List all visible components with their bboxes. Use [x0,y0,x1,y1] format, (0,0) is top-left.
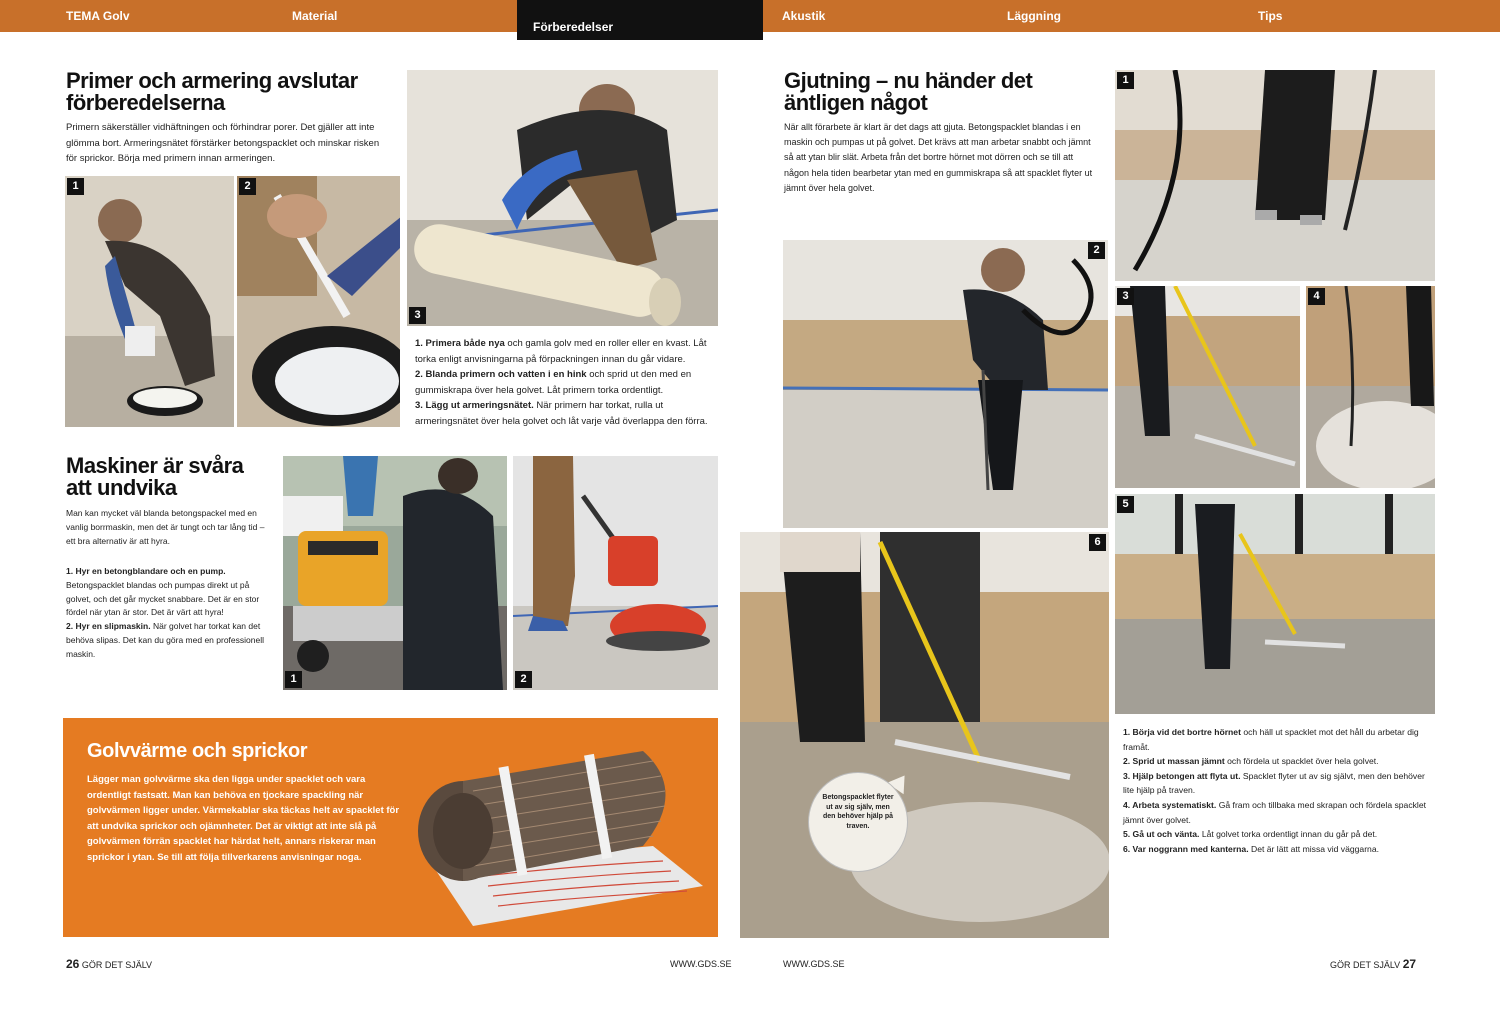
nav-item-tips[interactable]: Tips [1258,9,1283,23]
photo-squeegee-large [740,532,1109,938]
photo-badge: 5 [1117,496,1134,513]
photo-screed-flowing [1306,286,1435,488]
step-item: 6. Var noggrann med kanterna. Det är lätt att missa vid väggarna. [1123,843,1380,854]
speech-bubble: Betongspacklet flyter ut av sig själv, men den behöver hjälp på traven. [808,772,908,872]
photo-badge: 2 [1088,242,1105,259]
step-item: 2. Hyr en slipmaskin. När golvet har torkat kan det behöva slipas. Det kan du göra med en professionell maskin. [66,621,264,659]
nav-item-material[interactable]: Material [292,9,338,23]
section-title-gjutning: Gjutning – nu händer det äntligen något [784,68,1033,115]
photo-badge: 2 [239,178,256,195]
photo-man-hose [783,240,1108,528]
intro-primer: Primern säkerställer vidhäftningen och förhindrar porer. Det gjäller att inte glömma bort. Armeringsnätet förstärker betongspacklet och minskar risken för sprickor. Börja med primern innan armeringen. [66,122,380,164]
step-item: 3. Hjälp betongen att flyta ut. Spacklet flyter ut av sig självt, men den behöver lite hjälp på traven. [1123,770,1425,796]
step-item: 3. Lägg ut armeringsnätet. När primern har torkat, rulla ut armeringsnätet över hela golvet och låt varje våd överlappa den förra. [415,400,708,427]
photo-rolling-mesh [407,70,718,326]
box-title: Golvvärme och sprickor [87,740,308,762]
step-item: 2. Sprid ut massan jämnt och fördela ut spacklet över hela golvet. [1123,756,1379,767]
photo-screed-finishing [1115,494,1435,714]
photo-badge: 1 [285,671,302,688]
step-item: 5. Gå ut och vänta. Låt golvet torka ordentligt innan du går på det. [1123,829,1378,840]
photo-pump-hose [1115,70,1435,281]
photo-badge: 4 [1308,288,1325,305]
photo-floor-grinder [513,456,718,690]
step-item: 1. Börja vid det bortre hörnet och häll ut spacklet mot det håll du arbetar dig framåt. [1123,727,1419,752]
footer-left [66,958,152,971]
section-title-maskiner: Maskiner är svåra att undvika [66,453,244,500]
photo-badge: 1 [1117,72,1134,89]
box-text: Lägger man golvvärme ska den ligga under spacklet och vara ordentligt fastsatt. Man kan behöva en tjockare spackling när golvvärmen ligger under. Värmekablar ska täckas helt av spacklet för att undvika sprickor och ojämnheter. Det är viktigt att inte slå på golvvärmen förrän spacklet har härdat helt, annars riskerar man sprickor i ytan. Se till att följa tillverkarens anvisningar noga. [87,774,400,863]
photo-badge: 3 [1117,288,1134,305]
photo-badge: 2 [515,671,532,688]
footer-site-right: WWW.GDS.SE [783,959,845,969]
photo-badge: 3 [409,307,426,324]
section-title-primer: Primer och armering avslutar förberedelserna [66,68,358,115]
photo-badge: 6 [1089,534,1106,551]
step-item: 1. Primera både nya och gamla golv med en roller eller en kvast. Låt torka enligt anvisningarna på förpackningen innan du går vidare. [415,338,707,365]
photo-bucket-stirring [237,176,400,427]
footer-site-left: WWW.GDS.SE [670,959,732,969]
photo-badge: 1 [67,178,84,195]
step-item: 1. Hyr en betongblandare och en pump. Betongspacklet blandas och pumpas direkt ut på golvet, och det går mycket snabbare. Det är en stor fördel när ytan är stor. Det är värt att hyra! [66,566,260,618]
steps-gjutning [1123,725,1438,856]
photo-screed-spreading [1115,286,1300,488]
page-number: 27 [1402,957,1417,971]
photo-mixer-pump [283,456,507,690]
steps-maskiner [66,565,271,662]
sidebar-box-golvvarme [63,718,718,937]
section-nav-bar [0,0,1500,32]
step-item: 4. Arbeta systematiskt. Gå fram och tillbaka med skrapan och fördela spacklet jämnt över golvet. [1123,799,1427,825]
footer-right [1330,958,1416,971]
heating-mat-roll-image [413,736,713,926]
nav-item-akustik[interactable]: Akustik [782,9,826,23]
steps-primer [415,336,715,429]
magazine-name: GÖR DET SJÄLV [1330,960,1401,970]
intro-maskiner: Man kan mycket väl blanda betongspackel med en vanlig borrmaskin, men det är tungt och tar lång tid – ett bra alternativ är att hyra. [66,508,265,546]
page-number: 26 [66,957,80,971]
nav-item-forberedelser[interactable]: Förberedelser [517,0,763,40]
photo-pouring-primer [65,176,234,427]
nav-item-tema-golv[interactable]: TEMA Golv [66,9,130,23]
intro-gjutning: När allt förarbete är klart är det dags att gjuta. Betongspacklet blandas i en maskin och pumpas ut på golvet. Det krävs att man arbetar snabbt och jämnt så att ytan blir slät. Arbeta från det bortre hörnet mot dörren och se till att någon hela tiden bearbetar ytan med en gummiskrapa så att spacklet flyter ut jämnt över hela golvet. [784,122,1093,193]
magazine-name: GÖR DET SJÄLV [81,960,153,970]
nav-item-laggning[interactable]: Läggning [1007,9,1061,23]
step-item: 2. Blanda primern och vatten i en hink och sprid ut den med en gummiskrapa över hela golvet. Låt primern torka ordentligt. [415,369,692,396]
